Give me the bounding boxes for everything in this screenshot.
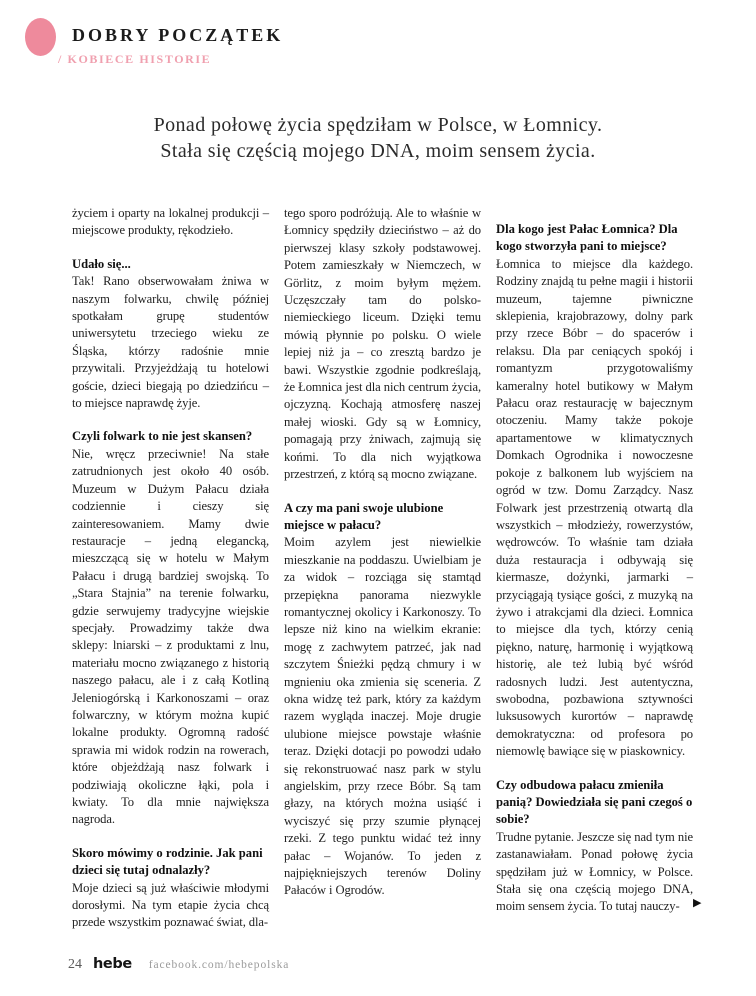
paragraph: Łomnica to miejsce dla każdego. Rodziny znajdą tu pełne magii i historii muzeum, tajemne piwniczne sklepienia, krajobrazowy, dolny park przy rzece Bóbr – do spacerów i relaksu. Dla par ceniących spokój i romantyzm przygotowaliśmy kameralny hotel butikowy w Małym Pałacu oraz restaurację w bajecznym otoczeniu. Mamy także pokoje apartamentowe w klimatycznych Domkach Ogrodnika i nowoczesne pokoje z balkonem lub wyjściem na ogród w tzw. Domu Zarządcy. Nasz Folwark jest przestrzenią otwartą dla wszystkich – młodzieży, rowerzystów, wędrowców. To właśnie tam działa duża restauracja i odbywają się kiermasze, dożynki, jarmarki – przyciągają tysiące gości, z muzyką na żywo i atrakcjami dla dzieci. Łomnica to miejsce dla tych, którzy cenią piękno, naturę, harmonię i wyjątkową historię, ale też lubią być wśród radosnych ludzi. Jest autentyczna, swobodna, pozbawiona sztywności luksusowych kurortów – naprawdę demokratyczna: od profesora po niemowlę bawiące się w piaskownicy.	[496, 256, 693, 759]
section-subtitle: / KOBIECE HISTORIE	[58, 52, 212, 66]
paragraph: Tak! Rano obserwowałam żniwa w naszym folwarku, chwilę później spotkałam grupę studentów uniwersytetu trzeciego wieku ze Śląska, którzy radośnie mnie przywitali. Przyjeżdżają tu hotelowi goście, dzieci biegają po dziedzińcu – to miejsce naprawdę żyje.	[72, 274, 269, 411]
question-heading: Dla kogo jest Pałac Łomnica? Dla kogo stworzyła pani to miejsce?	[496, 222, 678, 254]
question-heading: Czyli folwark to nie jest skansen?	[72, 429, 253, 444]
article-continues-icon: ▶	[693, 896, 702, 909]
question-heading: Czy odbudowa pałacu zmieniła panią? Dowiedziała się pani czegoś o sobie?	[496, 777, 693, 827]
pull-quote-line-2: Stała się częścią mojego DNA, moim sensem życia.	[160, 140, 596, 162]
question-heading: Skoro mówimy o rodzinie. Jak pani dzieci się tutaj odnalazły?	[72, 845, 263, 878]
article-column-3	[496, 205, 693, 932]
pull-quote	[0, 112, 756, 164]
article-column-2	[284, 205, 481, 932]
paragraph: Trudne pytanie. Jeszcze się nad tym nie zastanawiałam. Ponad połowę życia spędziłam już w Łomnicy, w Polsce. Stała się ona częścią mojego DNA, moim sensem życia. To tutaj nauczy-	[496, 829, 693, 914]
footer-url: facebook.com/hebepolska	[148, 959, 290, 971]
pull-quote-line-1: Ponad połowę życia spędziłam w Polsce, w Łomnicy.	[153, 114, 603, 136]
section-title: DOBRY POCZĄTEK	[72, 25, 284, 45]
paragraph: życiem i oparty na lokalnej produkcji – miejscowe produkty, rękodzieło.	[72, 206, 269, 238]
hebe-logo: hebe	[93, 956, 132, 972]
article-column-1	[72, 205, 269, 932]
page-footer	[68, 956, 289, 973]
question-heading: A czy ma pani swoje ulubione miejsce w pałacu?	[284, 500, 444, 532]
article-body	[72, 205, 693, 932]
page-number: 24	[68, 957, 82, 972]
paragraph: Moje dzieci są już właściwie młodymi dorosłymi. Na tym etapie życia chcą przede wszystkim poznawać świat, dla-	[72, 880, 269, 930]
paragraph: tego sporo podróżują. Ale to właśnie w Łomnicy spędziły dzieciństwo – aż do pierwszej klasy szkoły podstawowej. Potem zamieszkały w Niemczech, w Görlitz, z moim byłym mężem. Uczęszczały tam do polsko-niemieckiego liceum. Dzięki temu mówią płynnie po polsku. O wiele lepiej niż ja – co zresztą bardzo je bawi. Wszystkie zgodnie podkreślają, że Łomnica jest dla nich centrum życia, ojczyzną. Kochają atmosferę naszej małej wioski. Gdy są w Łomnicy, pomagają przy żniwach, zajmują się końmi. To dla nich wyjątkowa przestrzeń, z którą są mocno związane.	[284, 206, 481, 482]
question-heading: Udało się...	[72, 256, 131, 271]
section-dot-icon	[25, 18, 56, 56]
paragraph: Moim azylem jest niewielkie mieszkanie na poddaszu. Uwielbiam je za widok – rozciąga się stamtąd przepiękna panorama niezwykle romantycznej okolicy i Karkonoszy. To lepsze niż kino na wielkim ekranie: mogę z zachwytem patrzeć, jak nad szczytem Śnieżki pędzą chmury i w mgnieniu oka zmienia się sceneria. Z okna widzę też park, który za każdym razem wygląda inaczej. Moje drugie ulubione miejsce powstaje właśnie teraz. Dzięki dotacji po powodzi udało się rekonstruować nasz park w stylu angielskim, przy rzece Bóbr. Są tam głazy, na których można usiąść i wyciszyć się przy szumie płynącej rzeki. Z tego punktu widać też inny pałac – Wojanów. To jeden z najpiękniejszych terenów Doliny Pałaców i Ogrodów.	[284, 535, 481, 898]
paragraph: Nie, wręcz przeciwnie! Na stałe zatrudnionych jest około 40 osób. Muzeum w Dużym Pałacu działa codziennie i cieszy się zainteresowaniem. Mamy dwie restauracje – jedną elegancką, mieszczącą się w hotelu w Małym Pałacu i drugą bardziej swojską. To „Stara Stajnia” na terenie folwarku, gdzie serwujemy tradycyjne wiejskie specjały. Prowadzimy także dwa sklepy: lniarski – z produktami z lnu, materiału mocno związanego z historią naszego pałacu, ale i z całą Kotliną Jeleniogórską i Karkonoszami – oraz folwarczny, w którym można kupić lokalne produkty. Ogromną radość sprawia mi widok rodzin na rowerach, które objeżdżają nasz folwark i podziwiają okoliczne łąki, pola i kwiaty. To dla mnie największa nagroda.	[72, 446, 269, 827]
